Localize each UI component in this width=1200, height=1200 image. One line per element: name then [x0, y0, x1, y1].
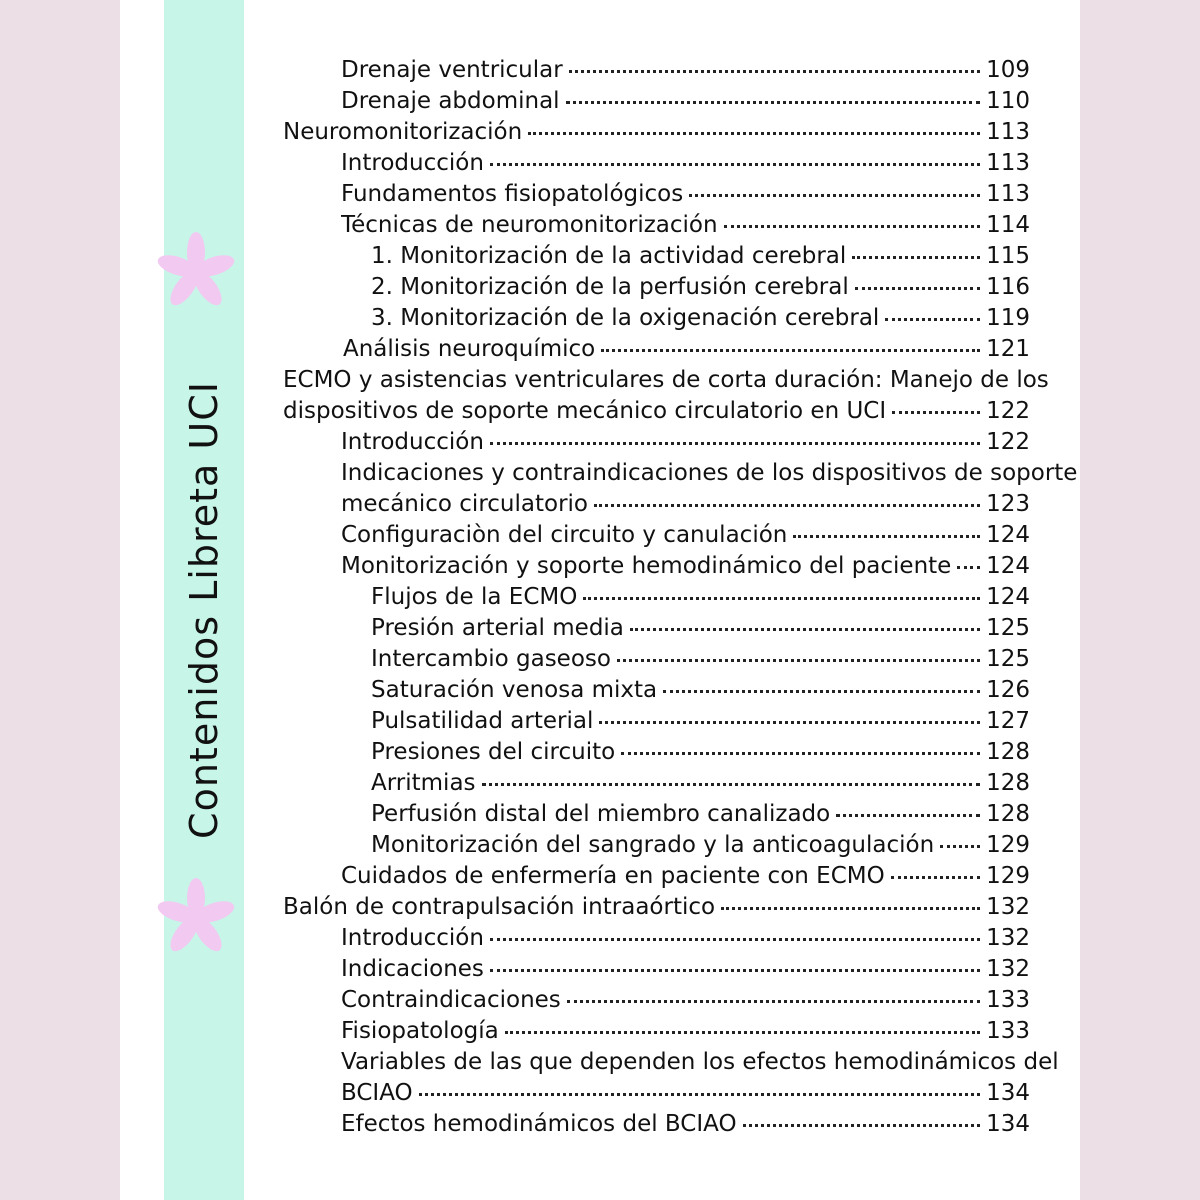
page-number: 129	[986, 863, 1030, 889]
page-number: 134	[986, 1111, 1030, 1137]
page-number: 128	[986, 739, 1030, 765]
page-number: 124	[986, 553, 1030, 579]
page-number: 115	[986, 243, 1030, 269]
toc-entry-continued[interactable]: BCIAO 134	[283, 1078, 1030, 1109]
page-number: 132	[986, 956, 1030, 982]
page-number: 132	[986, 925, 1030, 951]
toc-entry[interactable]: ECMO y asistencias ventriculares de corta duración: Manejo de los	[283, 367, 1049, 393]
page-number: 129	[986, 832, 1030, 858]
toc-entry-continued[interactable]: mecánico circulatorio 123	[283, 489, 1030, 520]
toc-entry[interactable]: Saturación venosa mixta 126	[283, 675, 1030, 706]
toc-entry[interactable]: Análisis neuroquímico 121	[283, 334, 1030, 365]
toc-entry[interactable]: Variables de las que dependen los efectos hemodinámicos del	[341, 1049, 1059, 1075]
toc-entry[interactable]: Introducción 132	[283, 923, 1030, 954]
page-number: 109	[986, 57, 1030, 83]
page-number: 132	[986, 894, 1030, 920]
toc-entry[interactable]: Fundamentos fisiopatológicos 113	[283, 179, 1030, 210]
page-number: 124	[986, 522, 1030, 548]
toc-entry[interactable]: Neuromonitorización 113	[283, 117, 1030, 148]
toc-entry[interactable]: 3. Monitorización de la oxigenación cerebral 119	[283, 303, 1030, 334]
page-number: 119	[986, 305, 1030, 331]
toc-entry[interactable]: Presión arterial media 125	[283, 613, 1030, 644]
toc-entry[interactable]: Introducción 113	[283, 148, 1030, 179]
page-number: 122	[986, 429, 1030, 455]
page-number: 133	[986, 987, 1030, 1013]
toc-entry-continued[interactable]: dispositivos de soporte mecánico circulatorio en UCI 122	[283, 396, 1030, 427]
toc-entry[interactable]: Balón de contrapulsación intraaórtico 132	[283, 892, 1030, 923]
sidebar-title: Contenidos Libreta UCI	[182, 381, 226, 839]
toc-entry[interactable]: 2. Monitorización de la perfusión cerebral 116	[283, 272, 1030, 303]
page-number: 128	[986, 801, 1030, 827]
page-number: 121	[986, 336, 1030, 362]
page-number: 133	[986, 1018, 1030, 1044]
toc-entry[interactable]: Configuraciòn del circuito y canulación 124	[283, 520, 1030, 551]
toc-entry[interactable]: Flujos de la ECMO 124	[283, 582, 1030, 613]
toc-entry[interactable]: Monitorización y soporte hemodinámico del paciente 124	[283, 551, 1030, 582]
page-number: 122	[986, 398, 1030, 424]
page-number: 124	[986, 584, 1030, 610]
toc-entry[interactable]: 1. Monitorización de la actividad cerebral 115	[283, 241, 1030, 272]
toc-entry[interactable]: Fisiopatología 133	[283, 1016, 1030, 1047]
page-number: 113	[986, 181, 1030, 207]
page-number: 134	[986, 1080, 1030, 1106]
toc-entry[interactable]: Indicaciones y contraindicaciones de los dispositivos de soporte	[341, 460, 1078, 486]
toc-entry[interactable]: Cuidados de enfermería en paciente con ECMO 129	[283, 861, 1030, 892]
toc-entry[interactable]: Pulsatilidad arterial 127	[283, 706, 1030, 737]
table-of-contents	[283, 55, 1078, 1140]
page-number: 127	[986, 708, 1030, 734]
page-number: 113	[986, 150, 1030, 176]
toc-entry[interactable]: Contraindicaciones 133	[283, 985, 1030, 1016]
toc-entry[interactable]: Perfusión distal del miembro canalizado 128	[283, 799, 1030, 830]
toc-entry[interactable]: Introducción 122	[283, 427, 1030, 458]
toc-entry[interactable]: Presiones del circuito 128	[283, 737, 1030, 768]
toc-entry[interactable]: Drenaje ventricular 109	[283, 55, 1030, 86]
page-number: 114	[986, 212, 1030, 238]
toc-entry[interactable]: Intercambio gaseoso 125	[283, 644, 1030, 675]
toc-entry[interactable]: Efectos hemodinámicos del BCIAO 134	[283, 1109, 1030, 1140]
page-number: 123	[986, 491, 1030, 517]
page-number: 125	[986, 646, 1030, 672]
toc-entry[interactable]: Arritmias 128	[283, 768, 1030, 799]
toc-entry[interactable]: Técnicas de neuromonitorización 114	[283, 210, 1030, 241]
toc-entry[interactable]: Indicaciones 132	[283, 954, 1030, 985]
page-number: 116	[986, 274, 1030, 300]
page-number: 113	[986, 119, 1030, 145]
page-number: 125	[986, 615, 1030, 641]
toc-entry[interactable]: Drenaje abdominal 110	[283, 86, 1030, 117]
page-number: 128	[986, 770, 1030, 796]
page-number: 126	[986, 677, 1030, 703]
flower-icon	[156, 878, 236, 958]
flower-icon	[156, 232, 236, 312]
page-number: 110	[986, 88, 1030, 114]
toc-entry[interactable]: Monitorización del sangrado y la anticoagulación 129	[283, 830, 1030, 861]
